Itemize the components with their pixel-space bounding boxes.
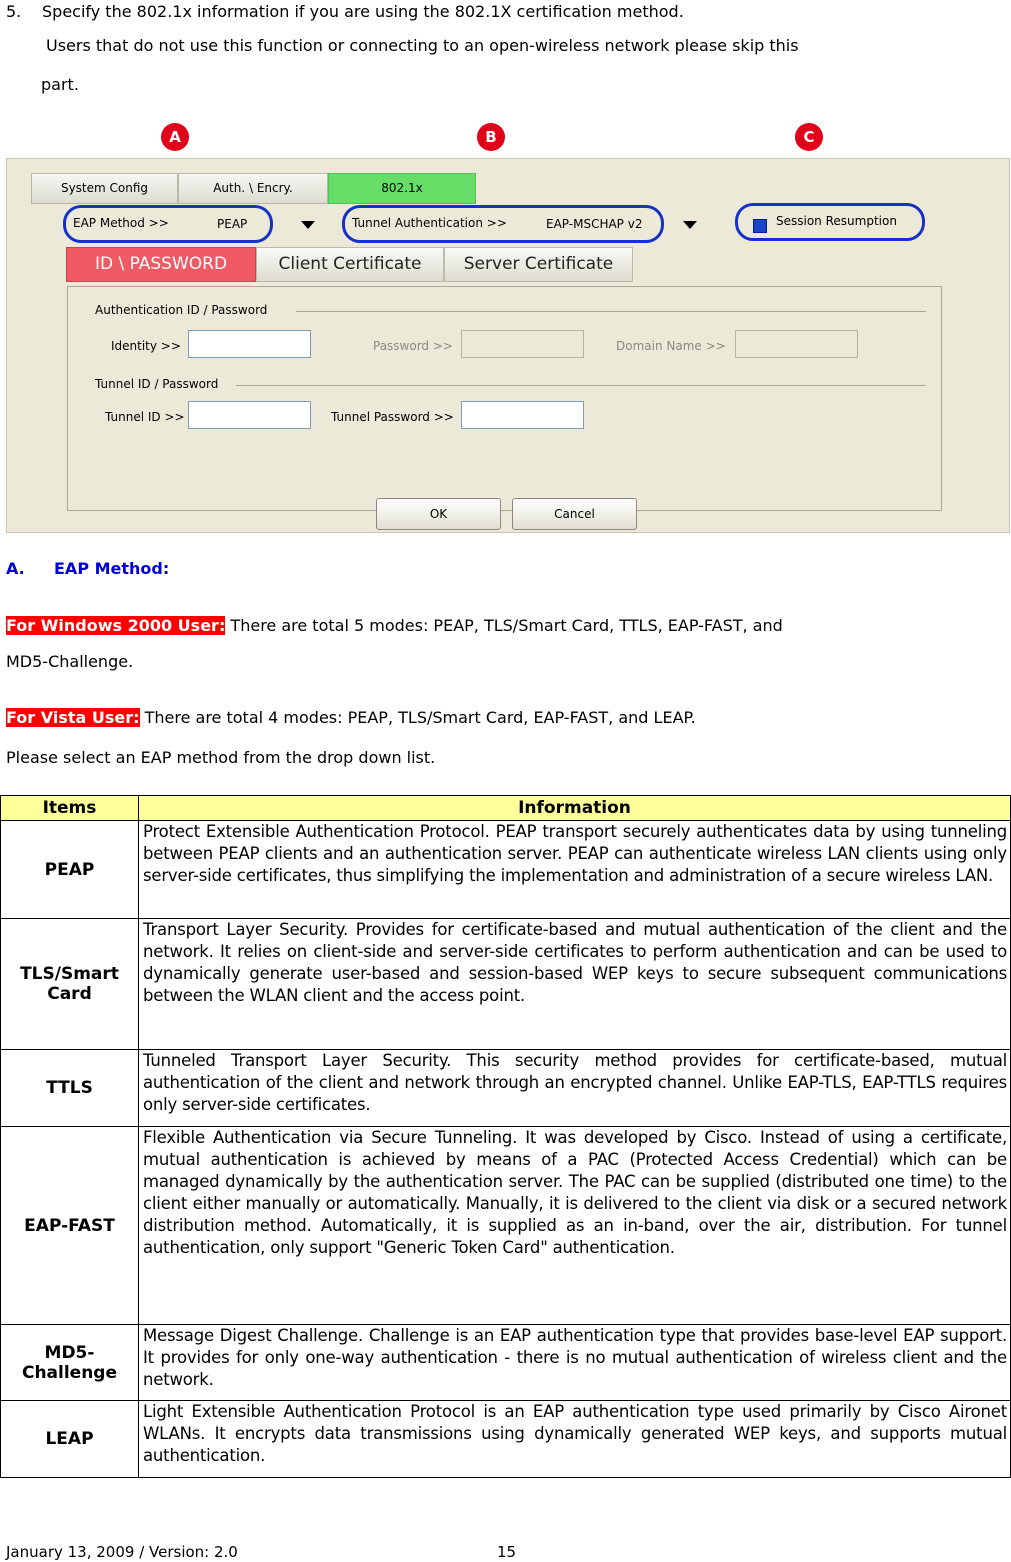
row-item: MD5-Challenge <box>1 1325 139 1401</box>
identity-label: Identity >> <box>111 339 181 353</box>
row-info: Message Digest Challenge. Challenge is an EAP authentication type that provides base-level EAP support. It provides for only one-way authentication - there is no mutual authentication of wireless client and the network. <box>139 1325 1011 1401</box>
session-resumption-label: Session Resumption <box>776 214 897 228</box>
auth-group-divider <box>296 311 926 312</box>
dialog-screenshot <box>6 158 1010 533</box>
row-info: Flexible Authentication via Secure Tunneling. It was developed by Cisco. Instead of using a certificate, mutual authentication is achieved by means of a PAC (Protected Access Credential) which can be managed dynamically by the authentication server. The PAC can be supplied (distributed one time) to the client either manually or automatically. Manually, it is delivered to the client via disk or a secured network distribution method. Automatically, it is supplied as an in-band, over the air, distribution. For tunnel authentication, only support "Generic Token Card" authentication. <box>139 1127 1011 1325</box>
eap-method-label: EAP Method >> <box>73 216 169 230</box>
row-info: Light Extensible Authentication Protocol is an EAP authentication type used primarily by Cisco Aironet WLANs. It encrypts data transmissions using dynamically generated WEP keys, and supports mutual authentication. <box>139 1401 1011 1478</box>
tunnel-group-title: Tunnel ID / Password <box>95 377 219 391</box>
vista-text: There are total 4 modes: PEAP, TLS/Smart Card, EAP-FAST, and LEAP. <box>139 708 696 727</box>
row-item: PEAP <box>1 821 139 919</box>
auth-group-title: Authentication ID / Password <box>95 303 268 317</box>
row-info: Protect Extensible Authentication Protocol. PEAP transport securely authenticates data by using tunneling between PEAP clients and an authentication server. PEAP can authenticate wireless LAN clients using only server-side certificates, thus simplifying the implementation and administration of a secure wireless LAN. <box>139 821 1011 919</box>
tunnel-auth-select[interactable]: EAP-MSCHAP v2 <box>546 217 643 231</box>
tunnel-password-label: Tunnel Password >> <box>331 410 454 424</box>
tunnel-auth-dropdown-icon[interactable] <box>683 221 697 229</box>
step-number: 5. <box>6 2 22 21</box>
tab-8021x[interactable]: 802.1x <box>328 173 476 204</box>
eap-method-select[interactable]: PEAP <box>217 217 248 231</box>
subtab-client-certificate[interactable]: Client Certificate <box>256 247 444 282</box>
footer-date-version: January 13, 2009 / Version: 2.0 <box>6 1543 238 1561</box>
footer-page-number: 15 <box>497 1543 517 1561</box>
marker-b: B <box>477 123 505 151</box>
step-note-line2: part. <box>41 75 79 94</box>
table-row <box>1 821 1011 919</box>
windows2000-paragraph <box>6 609 783 643</box>
ok-button[interactable]: OK <box>376 498 501 530</box>
eap-methods-table <box>0 795 1011 1478</box>
header-items: Items <box>1 796 139 821</box>
domain-name-input[interactable] <box>735 330 858 358</box>
password-label: Password >> <box>373 339 453 353</box>
section-a-title: EAP Method: <box>54 559 170 578</box>
table-row <box>1 1050 1011 1127</box>
marker-c: C <box>795 123 823 151</box>
subtab-id-password[interactable]: ID \ PASSWORD <box>66 247 256 282</box>
tunnel-id-label: Tunnel ID >> <box>105 410 185 424</box>
id-password-panel <box>67 286 942 511</box>
table-header-row <box>1 796 1011 821</box>
row-item: TLS/Smart Card <box>1 919 139 1050</box>
step-note-line1: Users that do not use this function or connecting to an open-wireless network please skip this <box>46 36 799 55</box>
row-info: Tunneled Transport Layer Security. This security method provides for certificate-based, mutual authentication of the client and network through an encrypted channel. Unlike EAP-TLS, EAP-TTLS requires only server-side certificates. <box>139 1050 1011 1127</box>
password-input[interactable] <box>461 330 584 358</box>
vista-label: For Vista User: <box>6 708 140 727</box>
table-row <box>1 919 1011 1050</box>
marker-a: A <box>161 123 189 151</box>
header-information: Information <box>139 796 1011 821</box>
tunnel-auth-label: Tunnel Authentication >> <box>352 216 507 230</box>
table-row <box>1 1325 1011 1401</box>
row-item: EAP-FAST <box>1 1127 139 1325</box>
table-row <box>1 1401 1011 1478</box>
tab-system-config[interactable]: System Config <box>31 173 178 204</box>
tunnel-id-input[interactable] <box>188 401 311 429</box>
table-row <box>1 1127 1011 1325</box>
windows2000-label: For Windows 2000 User: <box>6 616 226 635</box>
section-a-number: A. <box>6 559 25 578</box>
subtab-server-certificate[interactable]: Server Certificate <box>444 247 633 282</box>
step-text: Specify the 802.1x information if you are using the 802.1X certification method. <box>42 2 684 21</box>
cancel-button[interactable]: Cancel <box>512 498 637 530</box>
windows2000-text: There are total 5 modes: PEAP, TLS/Smart Card, TTLS, EAP-FAST, and <box>225 616 783 635</box>
domain-name-label: Domain Name >> <box>616 339 726 353</box>
windows2000-text-continued: MD5-Challenge. <box>6 652 134 671</box>
eap-method-dropdown-icon[interactable] <box>301 221 315 229</box>
tunnel-password-input[interactable] <box>461 401 584 429</box>
select-instruction: Please select an EAP method from the drop down list. <box>6 748 436 767</box>
vista-paragraph <box>6 701 696 735</box>
row-info: Transport Layer Security. Provides for certificate-based and mutual authentication of the client and the network. It relies on client-side and server-side certificates to perform authentication and can be used to dynamically generate user-based and session-based WEP keys to secure subsequent communications between the WLAN client and the access point. <box>139 919 1011 1050</box>
row-item: TTLS <box>1 1050 139 1127</box>
tab-auth-encry[interactable]: Auth. \ Encry. <box>178 173 328 204</box>
session-resumption-checkbox[interactable] <box>753 219 767 233</box>
row-item: LEAP <box>1 1401 139 1478</box>
tunnel-group-divider <box>236 385 926 386</box>
identity-input[interactable] <box>188 330 311 358</box>
